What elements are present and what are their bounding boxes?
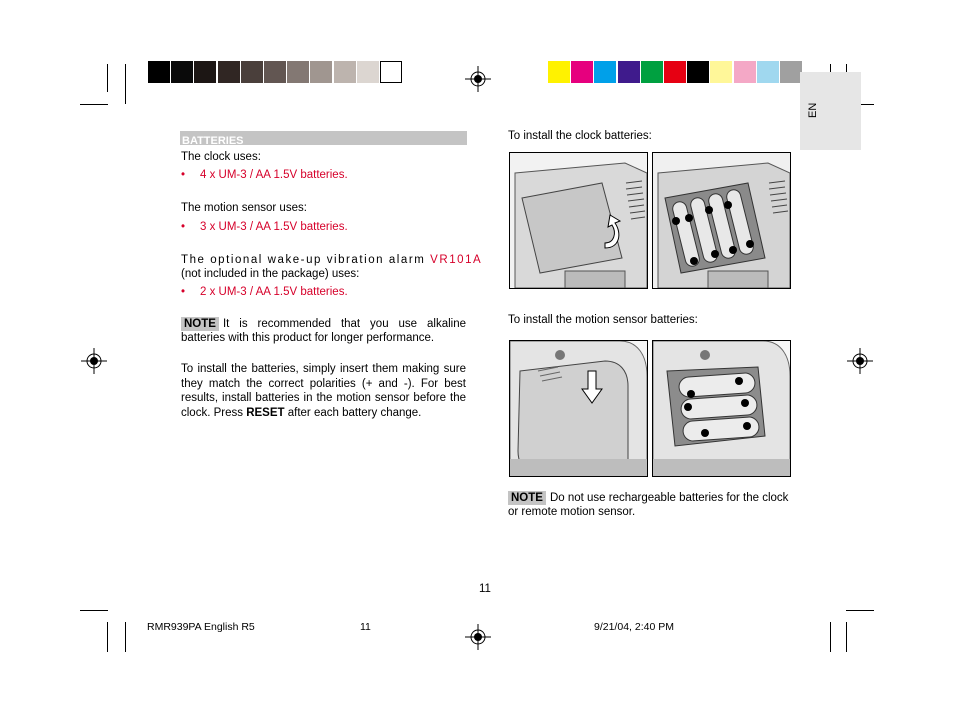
alarm-model: VR101A bbox=[430, 254, 483, 266]
clock-battery-cover-photo bbox=[509, 152, 648, 289]
color-swatch bbox=[548, 61, 570, 83]
slug-filename: RMR939PA English R5 bbox=[147, 621, 255, 633]
sensor-uses-text: The motion sensor uses: bbox=[181, 202, 307, 214]
color-swatch bbox=[734, 61, 756, 83]
gray-swatch bbox=[148, 61, 170, 83]
alarm-text: The optional wake-up vibration alarm VR101A bbox=[181, 254, 483, 266]
gray-swatch bbox=[171, 61, 193, 83]
color-swatch bbox=[710, 61, 732, 83]
page-number: 11 bbox=[479, 583, 491, 595]
note-paragraph-left: NOTE It is recommended that you use alkaline batteries with this product for longer performance. bbox=[181, 318, 466, 344]
sensor-battery-item: • 3 x UM-3 / AA 1.5V batteries. bbox=[181, 221, 348, 233]
registration-mark-top bbox=[465, 66, 491, 92]
color-swatch bbox=[641, 61, 663, 83]
gray-swatch bbox=[380, 61, 402, 83]
section-heading bbox=[180, 131, 467, 145]
color-swatch bbox=[594, 61, 616, 83]
clock-uses-text: The clock uses: bbox=[181, 151, 261, 163]
language-label: EN bbox=[807, 102, 819, 118]
note-badge: NOTE bbox=[181, 317, 219, 331]
gray-swatch bbox=[287, 61, 309, 83]
slug-page: 11 bbox=[360, 621, 371, 633]
note-paragraph-right: NOTE Do not use rechargeable batteries for the clock or remote motion sensor. bbox=[508, 492, 789, 518]
color-swatch bbox=[571, 61, 593, 83]
registration-mark-bottom bbox=[465, 624, 491, 650]
sensor-battery-compartment-photo bbox=[652, 340, 791, 477]
alarm-text-2: (not included in the package) uses: bbox=[181, 268, 360, 280]
color-swatch bbox=[664, 61, 686, 83]
section-heading-text: BATTERIES bbox=[182, 135, 244, 147]
gray-swatch bbox=[334, 61, 356, 83]
clock-install-caption: To install the clock batteries: bbox=[508, 130, 652, 142]
alarm-battery-item: • 2 x UM-3 / AA 1.5V batteries. bbox=[181, 286, 348, 298]
gray-swatch bbox=[357, 61, 379, 83]
color-swatch bbox=[618, 61, 640, 83]
gray-swatch bbox=[194, 61, 216, 83]
color-swatch bbox=[757, 61, 779, 83]
reset-keyword: RESET bbox=[246, 406, 285, 419]
install-paragraph: To install the batteries, simply insert them making sure they match the correct polarities (+ and -). For best results, install batteries in the motion sensor before the clock. Press RESET after each battery change. bbox=[181, 363, 466, 419]
language-tab bbox=[800, 72, 861, 150]
sensor-battery-cover-photo bbox=[509, 340, 648, 477]
clock-battery-item: • 4 x UM-3 / AA 1.5V batteries. bbox=[181, 169, 348, 181]
gray-swatch bbox=[218, 61, 240, 83]
gray-swatch bbox=[241, 61, 263, 83]
registration-mark-left bbox=[81, 348, 107, 374]
clock-battery-compartment-photo bbox=[652, 152, 791, 289]
gray-swatch bbox=[310, 61, 332, 83]
gray-swatch bbox=[264, 61, 286, 83]
sensor-install-caption: To install the motion sensor batteries: bbox=[508, 314, 698, 326]
color-swatch bbox=[780, 61, 802, 83]
registration-mark-right bbox=[847, 348, 873, 374]
slug-date: 9/21/04, 2:40 PM bbox=[594, 621, 674, 633]
note-badge: NOTE bbox=[508, 491, 546, 505]
color-swatch bbox=[687, 61, 709, 83]
